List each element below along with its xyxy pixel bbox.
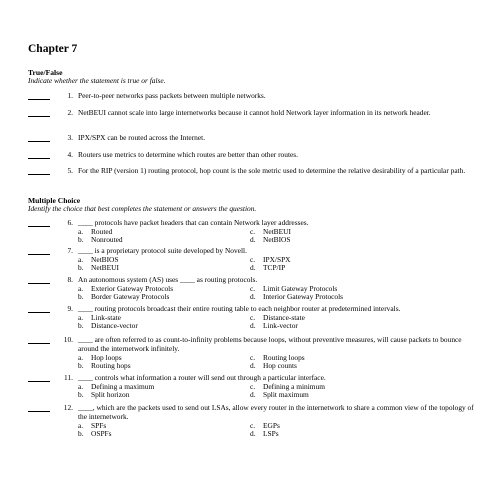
option-text: Hop loops — [91, 352, 122, 362]
question-number: 1. — [67, 91, 73, 100]
option-text: NetBEUI — [263, 226, 291, 236]
mc-question — [28, 336, 480, 370]
option-letter: c. — [250, 254, 256, 264]
answer-options — [78, 383, 480, 400]
answer-blank[interactable] — [28, 276, 50, 284]
mc-question — [28, 276, 480, 302]
option-text: EGPs — [263, 420, 280, 430]
question-text: Peer-to-peer networks pass packets between multiple networks. — [78, 91, 266, 100]
answer-blank[interactable] — [28, 374, 50, 382]
option-letter: b. — [78, 321, 84, 331]
question-text: ____ are often referred to as count-to-infinity problems because loops, without preventive measures, will cause packets to bounce around the internetwork infinitely. — [78, 335, 462, 353]
option — [250, 236, 422, 244]
option-letter: c. — [250, 352, 256, 362]
mc-question — [28, 247, 480, 273]
option-text: Hop counts — [263, 361, 297, 370]
option-text: NetBIOS — [263, 235, 291, 245]
option — [78, 236, 250, 244]
option-letter: c. — [250, 420, 256, 430]
option-letter: d. — [250, 321, 256, 331]
option-text: Link-state — [91, 312, 121, 322]
option — [78, 362, 250, 370]
tf-question — [28, 134, 480, 143]
option-text: TCP/IP — [263, 263, 286, 273]
option-letter: a. — [78, 420, 84, 430]
option-letter: d. — [250, 429, 256, 438]
option — [250, 293, 422, 301]
option — [78, 264, 250, 272]
option-letter: d. — [250, 361, 256, 370]
option-text: SPFs — [91, 420, 107, 430]
chapter-title: Chapter 7 — [28, 43, 78, 55]
question-number: 6. — [67, 218, 73, 227]
answer-blank[interactable] — [28, 305, 50, 313]
option-letter: b. — [78, 361, 84, 370]
option-text: Distance-vector — [91, 321, 138, 331]
mc-section-title: Multiple Choice — [28, 196, 81, 205]
option-letter: b. — [78, 263, 84, 273]
answer-blank[interactable] — [28, 219, 50, 227]
option-letter: b. — [78, 390, 84, 400]
question-text: ____ controls what information a router will send out through a particular interface. — [78, 373, 326, 382]
question-text: ____ is a proprietary protocol suite developed by Novell. — [78, 246, 247, 255]
question-text: An autonomous system (AS) uses ____ as routing protocols. — [78, 275, 258, 284]
option-letter: a. — [78, 226, 84, 236]
option-text: Routing loops — [263, 352, 305, 362]
option-text: Border Gateway Protocols — [91, 292, 170, 302]
question-number: 3. — [67, 133, 73, 142]
option — [250, 264, 422, 272]
question-number: 4. — [67, 150, 73, 159]
question-number: 8. — [67, 275, 73, 284]
option — [250, 322, 422, 330]
tf-question — [28, 151, 480, 160]
tf-question — [28, 109, 480, 118]
tf-instruction: Indicate whether the statement is true or false. — [28, 76, 166, 85]
option-text: IPX/SPX — [263, 254, 291, 264]
option-letter: d. — [250, 292, 256, 302]
option-text: Limit Gateway Protocols — [263, 283, 338, 293]
option-letter: a. — [78, 312, 84, 322]
option-letter: d. — [250, 390, 256, 400]
question-number: 11. — [64, 373, 73, 382]
option — [78, 391, 250, 399]
option-letter: b. — [78, 292, 84, 302]
answer-blank[interactable] — [28, 404, 50, 412]
mc-instruction: Identify the choice that best completes the statement or answers the question. — [28, 204, 257, 213]
question-text: ____ routing protocols broadcast their entire routing table to each neighbor router at predetermined intervals. — [78, 304, 401, 313]
mc-question — [28, 219, 480, 245]
option-letter: c. — [250, 226, 256, 236]
option-text: Routing hops — [91, 361, 131, 370]
option-text: Split horizon — [91, 390, 130, 400]
option-letter: a. — [78, 283, 84, 293]
option-text: Interior Gateway Protocols — [263, 292, 344, 302]
mc-question — [28, 404, 480, 438]
answer-options — [78, 228, 480, 245]
answer-options — [78, 314, 480, 331]
mc-question — [28, 305, 480, 331]
option-letter: a. — [78, 381, 84, 391]
question-number: 5. — [67, 166, 73, 175]
question-number: 12. — [63, 403, 73, 412]
option-text: Routed — [91, 226, 113, 236]
question-number: 2. — [67, 108, 73, 117]
answer-blank[interactable] — [28, 336, 50, 344]
option-text: Distance-state — [263, 312, 305, 322]
question-number: 9. — [67, 304, 73, 313]
option-letter: a. — [78, 352, 84, 362]
option — [78, 322, 250, 330]
question-text: NetBEUI cannot scale into large internetworks because it cannot hold Network layer information in its network header. — [78, 108, 431, 117]
option-text: Defining a minimum — [263, 381, 325, 391]
answer-options — [78, 422, 480, 439]
option — [250, 391, 422, 399]
answer-options — [78, 285, 480, 302]
answer-blank[interactable] — [28, 247, 50, 255]
option-letter: c. — [250, 312, 256, 322]
answer-blank[interactable] — [28, 134, 50, 142]
question-text: ____ protocols have packet headers that can contain Network layer addresses. — [78, 218, 309, 227]
option — [250, 430, 422, 438]
option-text: Nonrouted — [91, 235, 123, 245]
option-text: Exterior Gateway Protocols — [91, 283, 174, 293]
option-letter: c. — [250, 381, 256, 391]
option-text: OSPFs — [91, 429, 112, 438]
answer-blank[interactable] — [28, 167, 50, 175]
option — [78, 293, 250, 301]
option-letter: d. — [250, 235, 256, 245]
option-text: NetBEUI — [91, 263, 119, 273]
answer-blank[interactable] — [28, 151, 50, 159]
question-text: ____, which are the packets used to send out LSAs, allow every router in the internetwork to share a common view of the topology of the internetwork. — [78, 403, 474, 421]
mc-question — [28, 374, 480, 400]
answer-options — [78, 256, 480, 273]
question-text: For the RIP (version 1) routing protocol, hop count is the sole metric used to determine the relative desirability of a particular path. — [78, 166, 466, 175]
option-letter: c. — [250, 283, 256, 293]
question-number: 7. — [67, 246, 73, 255]
option — [78, 430, 250, 438]
tf-question — [28, 92, 480, 101]
option-text: Defining a maximum — [91, 381, 155, 391]
option-letter: b. — [78, 235, 84, 245]
question-text: Routers use metrics to determine which routes are better than other routes. — [78, 150, 299, 159]
answer-blank[interactable] — [28, 109, 50, 117]
question-number: 10. — [63, 335, 73, 344]
option-letter: d. — [250, 263, 256, 273]
option-letter: a. — [78, 254, 84, 264]
answer-blank[interactable] — [28, 92, 50, 100]
option — [250, 362, 422, 370]
tf-question — [28, 167, 480, 176]
option-text: Link-vector — [263, 321, 298, 331]
option-text: LSPs — [263, 429, 279, 438]
option-letter: b. — [78, 429, 84, 438]
question-text: IPX/SPX can be routed across the Internet. — [78, 133, 206, 142]
tf-section-title: True/False — [28, 68, 63, 77]
option-text: Split maximum — [263, 390, 309, 400]
answer-options — [78, 354, 480, 371]
option-text: NetBIOS — [91, 254, 119, 264]
